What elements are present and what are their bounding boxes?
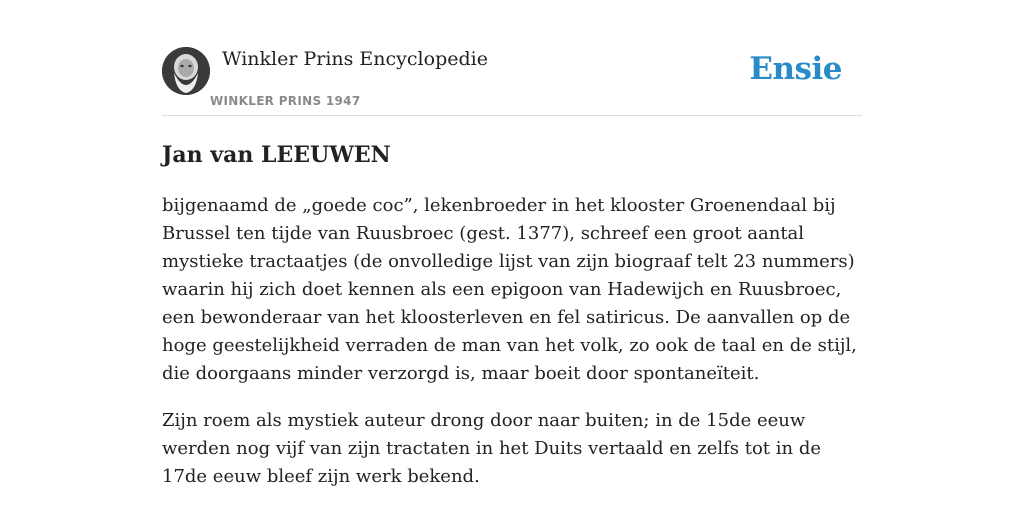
site-header bbox=[162, 0, 862, 116]
article-body bbox=[162, 192, 862, 491]
avatar-portrait-icon bbox=[162, 47, 210, 95]
article-title: Jan van LEEUWEN bbox=[162, 142, 391, 168]
article-paragraph: bijgenaamd de „goede coc”, lekenbroeder in het klooster Groenendaal bij Brussel ten tijde van Ruusbroec (gest. 1377), schreef een groot aantal mystieke tractaatjes (de onvolledige lijst van zijn biograaf telt 23 nummers) waarin hij zich doet kennen als een epigoon van Hadewijch en Ruusbroec, een bewonderaar van het kloosterleven en fel satiricus. De aanvallen op de hoge geestelijkheid verraden de man van het volk, zo ook de taal en de stijl, die doorgaans minder verzorgd is, maar boeit door spontaneïteit. bbox=[162, 195, 857, 384]
author-avatar[interactable] bbox=[162, 47, 210, 95]
site-title[interactable]: Winkler Prins Encyclopedie bbox=[222, 48, 488, 70]
article-paragraph: Zijn roem als mystiek auteur drong door naar buiten; in de 15de eeuw werden nog vijf van zijn tractaten in het Duits vertaald en zelfs tot in de 17de eeuw bleef zijn werk bekend. bbox=[162, 410, 822, 487]
brand-logo[interactable]: Ensie bbox=[749, 51, 842, 87]
site-subtitle: WINKLER PRINS 1947 bbox=[210, 94, 361, 108]
